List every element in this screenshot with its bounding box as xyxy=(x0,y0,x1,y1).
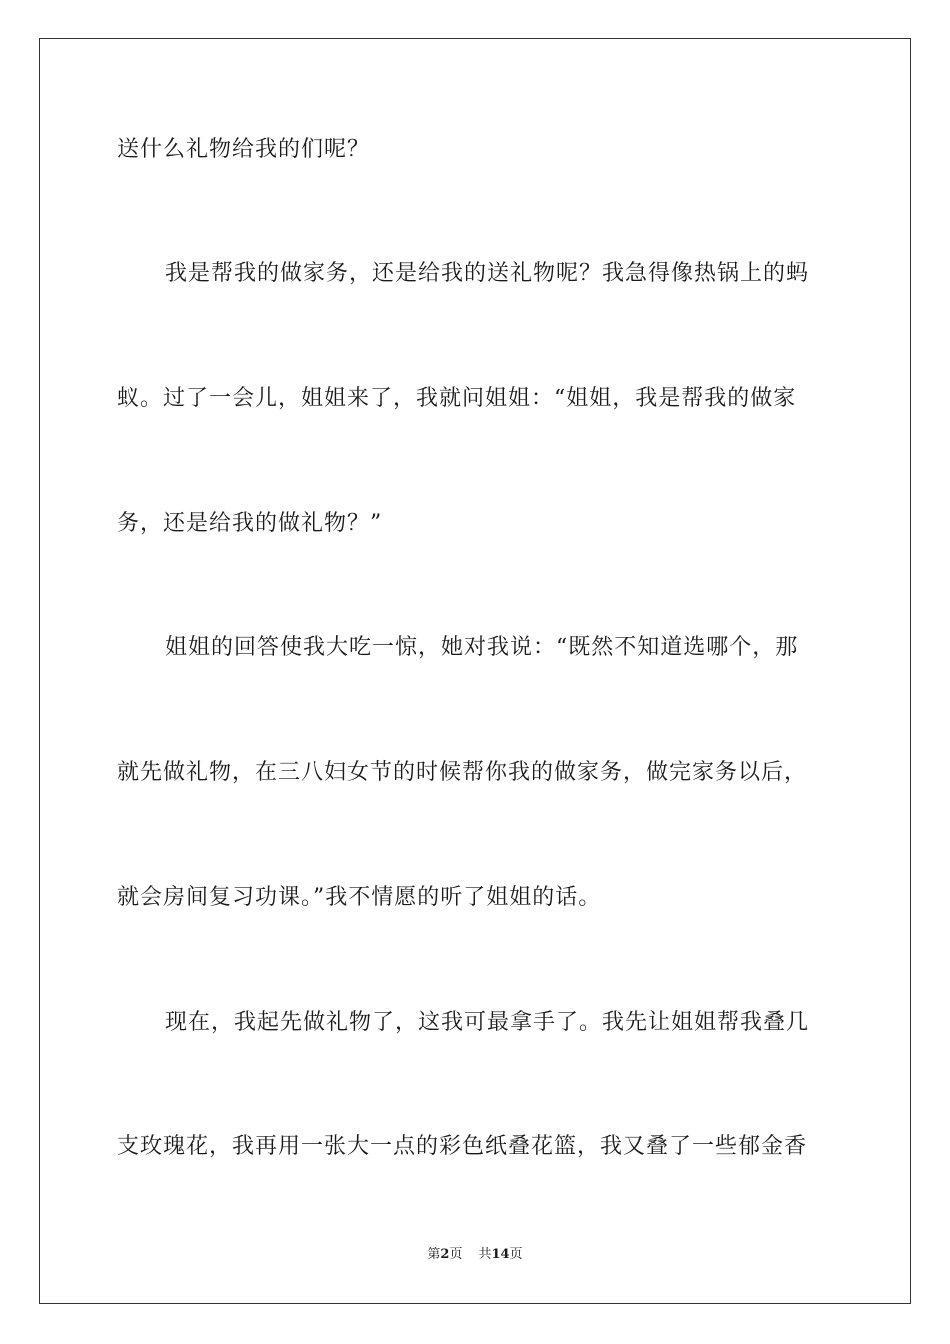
text-line-8: 现在，我起先做礼物了，这我可最拿手了。我先让姐姐帮我叠几 xyxy=(165,1010,810,1035)
page-border xyxy=(39,38,911,1304)
total-suffix: 页 xyxy=(509,1247,523,1262)
text-line-5: 姐姐的回答使我大吃一惊，她对我说：“既然不知道选哪个，那 xyxy=(165,635,799,660)
text-line-2: 我是帮我的做家务，还是给我的送礼物呢？我急得像热锅上的蚂 xyxy=(165,261,810,286)
text-line-3: 蚁。过了一会儿，姐姐来了，我就问姐姐：“姐姐，我是帮我的做家 xyxy=(117,386,797,411)
text-line-1: 送什么礼物给我的们呢？ xyxy=(117,137,371,162)
text-line-9: 支玫瑰花，我再用一张大一点的彩色纸叠花篮，我又叠了一些郁金香 xyxy=(117,1134,808,1159)
page-footer xyxy=(0,1246,950,1264)
total-prefix: 共 xyxy=(478,1247,492,1262)
total-pages: 14 xyxy=(491,1247,510,1262)
page-prefix: 第 xyxy=(427,1247,441,1262)
text-line-6: 就先做礼物，在三八妇女节的时候帮你我的做家务，做完家务以后， xyxy=(117,760,808,785)
page-suffix: 页 xyxy=(449,1247,463,1262)
page-number: 2 xyxy=(440,1247,450,1262)
text-line-4: 务，还是给我的做礼物？” xyxy=(117,511,383,536)
text-line-7: 就会房间复习功课。”我不情愿的听了姐姐的话。 xyxy=(117,885,602,910)
